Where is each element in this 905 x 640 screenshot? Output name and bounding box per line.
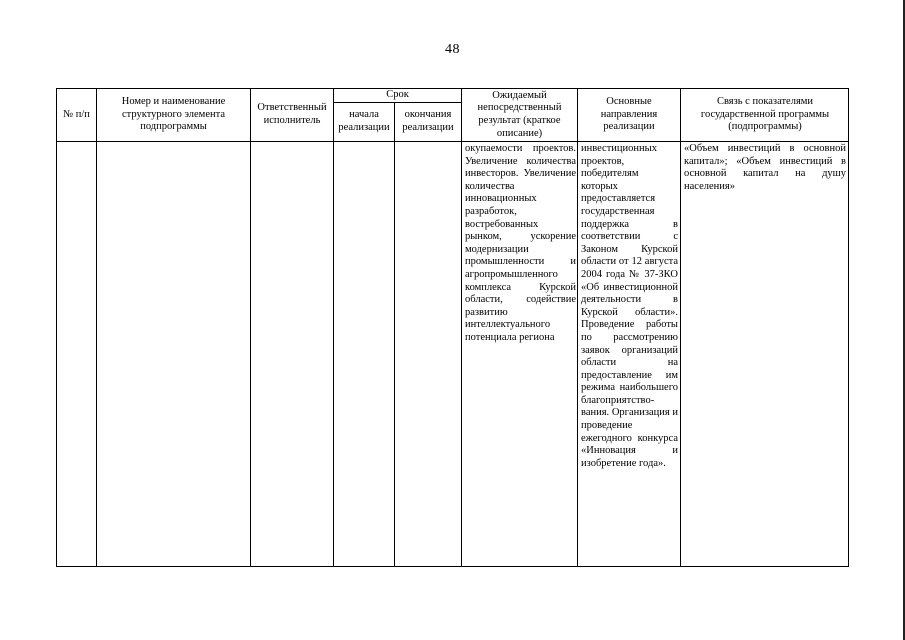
col-border-0 (56, 88, 57, 567)
row-directions: инвестиционных проектов, победителям которых предоставляется государственная поддержка в соответствии с Законом Курской области от 12 августа 2004 года № 37-ЗКО «Об инвестиционной деятельности в Курской области». Проведение работы по рассмотрению заявок организаций области на предоставление им режима наибольшего благоприятство-вания. Организация и проведение ежегодного конкурса «Инновация и изобретение года». (581, 143, 678, 469)
header-executor: Ответственный исполнитель (257, 102, 327, 126)
page-number: 48 (445, 42, 460, 57)
col-border-7 (680, 88, 681, 567)
header-bottom-border (56, 141, 849, 142)
header-term-end: окончания реализации (402, 109, 454, 133)
header-term: Срок (386, 89, 409, 101)
header-name: Номер и наименование структурного элемента подпрограммы (121, 96, 226, 133)
row-link: «Объем инвестиций в основной капитал»; «Объем инвестиций в основной капитал на душу населения» (684, 143, 846, 192)
header-directions: Основные направления реализации (600, 96, 658, 133)
col-border-5 (461, 88, 462, 567)
header-num: № п/п (63, 108, 90, 120)
col-border-1 (96, 88, 97, 567)
table-bottom-border (56, 566, 849, 567)
row-result: окупаемости проектов. Увеличение количества инвесторов. Увеличение количества инновационных разработок, востребованных рынком, ускорение модернизации промышленности и агропромышленного комплекса Курской области, содействие развитию интеллектуального потенциала региона (465, 143, 576, 343)
header-result: Ожидаемый непосредственный результат (краткое описание) (477, 89, 562, 139)
col-border-3 (333, 88, 334, 567)
header-link: Связь с показателями государственной программы (подпрограммы) (700, 96, 830, 133)
header-term-start: начала реализации (338, 109, 390, 133)
col-border-8 (848, 88, 849, 567)
col-border-6 (577, 88, 578, 567)
col-border-4 (394, 102, 395, 567)
col-border-2 (250, 88, 251, 567)
